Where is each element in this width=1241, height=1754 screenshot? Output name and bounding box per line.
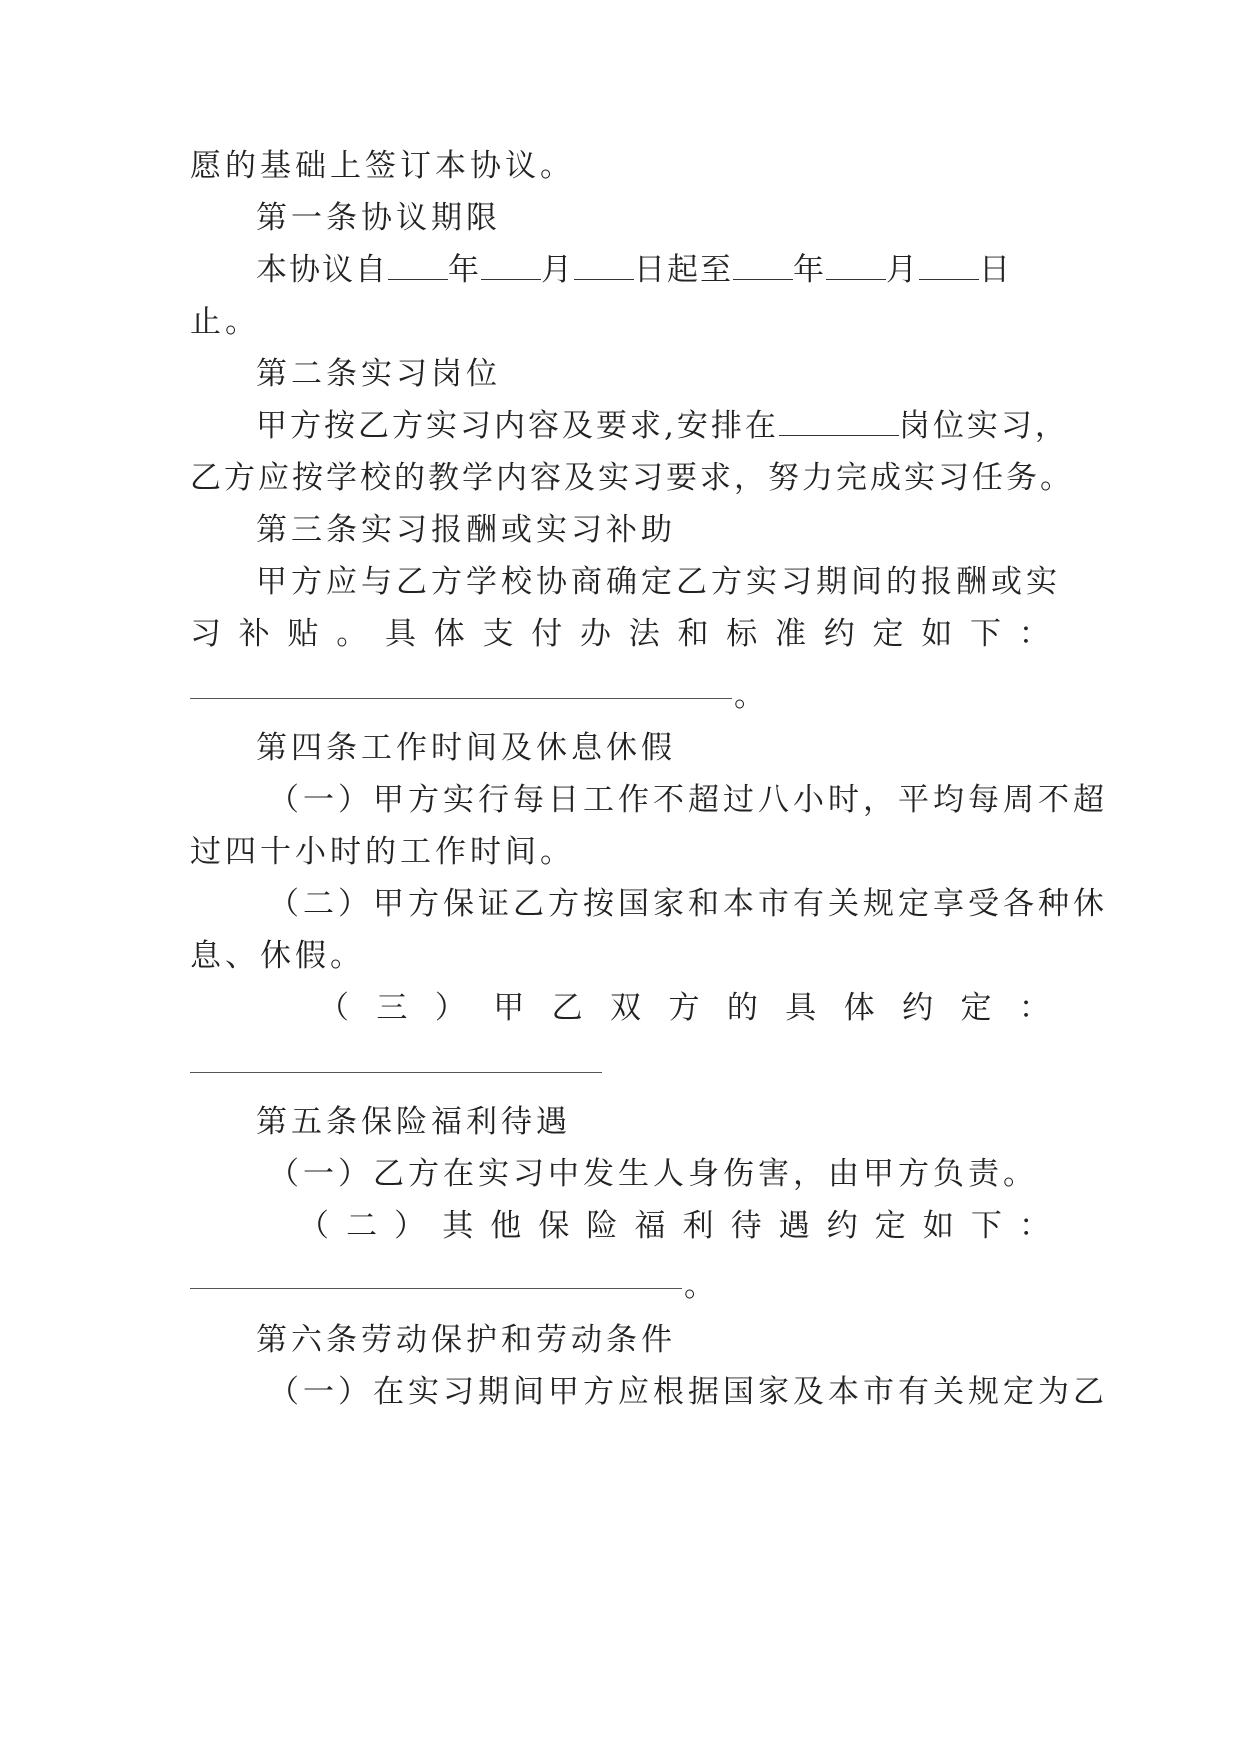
paragraph-line-justified	[298, 1202, 1050, 1250]
month-blank	[826, 249, 886, 280]
justified-char: ：	[1018, 616, 1050, 652]
justified-char: 如	[921, 616, 953, 652]
justified-char: 和	[677, 616, 709, 652]
article-heading: 第六条劳动保护和劳动条件	[256, 1322, 676, 1358]
justified-char: 准	[775, 616, 806, 652]
justified-char: 定	[960, 990, 992, 1026]
position-blank	[779, 405, 899, 436]
justified-char: 保	[538, 1208, 570, 1244]
justified-char: 的	[726, 990, 758, 1026]
fill-in-underline	[190, 698, 732, 699]
justified-char: 险	[586, 1208, 618, 1244]
fill-in-underline	[190, 1072, 602, 1073]
article-heading: 第四条工作时间及休息休假	[256, 730, 676, 766]
paragraph-line-justified	[318, 984, 1050, 1032]
justified-char: 其	[442, 1208, 474, 1244]
justified-char: 福	[634, 1208, 666, 1244]
justified-char: 下	[970, 1208, 1002, 1244]
justified-char: 付	[531, 616, 563, 652]
paragraph-line: 过四十小时的工作时间。	[190, 834, 575, 870]
justified-char: 下	[970, 616, 1001, 652]
paragraph-line: （一）乙方在实习中发生人身伤害，由甲方负责。	[268, 1156, 1038, 1192]
justified-char: 。	[336, 616, 368, 652]
day-blank	[919, 249, 979, 280]
year-blank	[733, 249, 793, 280]
justified-char: 约	[902, 990, 934, 1026]
article-heading: 第五条保险福利待遇	[256, 1104, 571, 1140]
day-blank	[574, 249, 634, 280]
end-punctuation: 。	[684, 1268, 715, 1304]
justified-char: ：	[1018, 990, 1050, 1026]
justified-char: 约	[823, 616, 855, 652]
justified-char: 双	[610, 990, 642, 1026]
justified-char: 支	[482, 616, 514, 652]
year-blank	[388, 249, 448, 280]
justified-char: 甲	[493, 990, 525, 1026]
justified-char: 利	[682, 1208, 714, 1244]
justified-char: 习	[190, 616, 221, 652]
paragraph-line: （二）甲方保证乙方按国家和本市有关规定享受各种休	[268, 886, 1108, 922]
justified-char: 标	[726, 616, 758, 652]
justified-char: 补	[238, 616, 270, 652]
paragraph-line: 息、休假。	[190, 938, 365, 974]
justified-char: 体	[433, 616, 465, 652]
justified-char: 方	[668, 990, 700, 1026]
justified-char: 遇	[778, 1208, 810, 1244]
end-punctuation: 。	[734, 678, 765, 714]
justified-char: ）	[394, 1208, 426, 1244]
paragraph-line: 愿的基础上签订本协议。	[190, 148, 575, 184]
justified-char: 贴	[287, 616, 319, 652]
justified-char: （	[298, 1208, 329, 1244]
paragraph-line: （一）甲方实行每日工作不超过八小时，平均每周不超	[268, 782, 1108, 818]
justified-char: 如	[922, 1208, 954, 1244]
paragraph-line: 甲方应与乙方学校协商确定乙方实习期间的报酬或实	[256, 564, 1061, 600]
justified-char: 他	[490, 1208, 522, 1244]
justified-char: （	[318, 990, 349, 1026]
paragraph-line: 止。	[190, 304, 260, 340]
agreement-period-line: 本协议自 年 月 日起至 年 月 日	[256, 246, 1050, 294]
justified-char: 二	[346, 1208, 378, 1244]
article-heading: 第一条协议期限	[256, 200, 501, 236]
justified-char: 具	[385, 616, 416, 652]
justified-char: 定	[874, 1208, 906, 1244]
position-line: 甲方按乙方实习内容及要求,安排在 岗位实习，	[256, 402, 1050, 450]
justified-char: ：	[1018, 1208, 1050, 1244]
justified-char: 体	[843, 990, 875, 1026]
article-heading: 第三条实习报酬或实习补助	[256, 512, 676, 548]
justified-char: 具	[785, 990, 817, 1026]
justified-char: 法	[628, 616, 660, 652]
paragraph-line: （一）在实习期间甲方应根据国家及本市有关规定为乙	[268, 1374, 1108, 1410]
justified-char: 待	[730, 1208, 762, 1244]
justified-char: 办	[580, 616, 611, 652]
paragraph-line-justified	[190, 610, 1050, 658]
justified-char: 乙	[551, 990, 583, 1026]
justified-char: 定	[872, 616, 904, 652]
article-heading: 第二条实习岗位	[256, 356, 501, 392]
paragraph-line: 乙方应按学校的教学内容及实习要求，努力完成实习任务。	[190, 460, 1074, 496]
fill-in-underline	[190, 1288, 682, 1289]
justified-char: 三	[376, 990, 408, 1026]
justified-char: 约	[826, 1208, 858, 1244]
month-blank	[481, 249, 541, 280]
justified-char: ）	[434, 990, 466, 1026]
